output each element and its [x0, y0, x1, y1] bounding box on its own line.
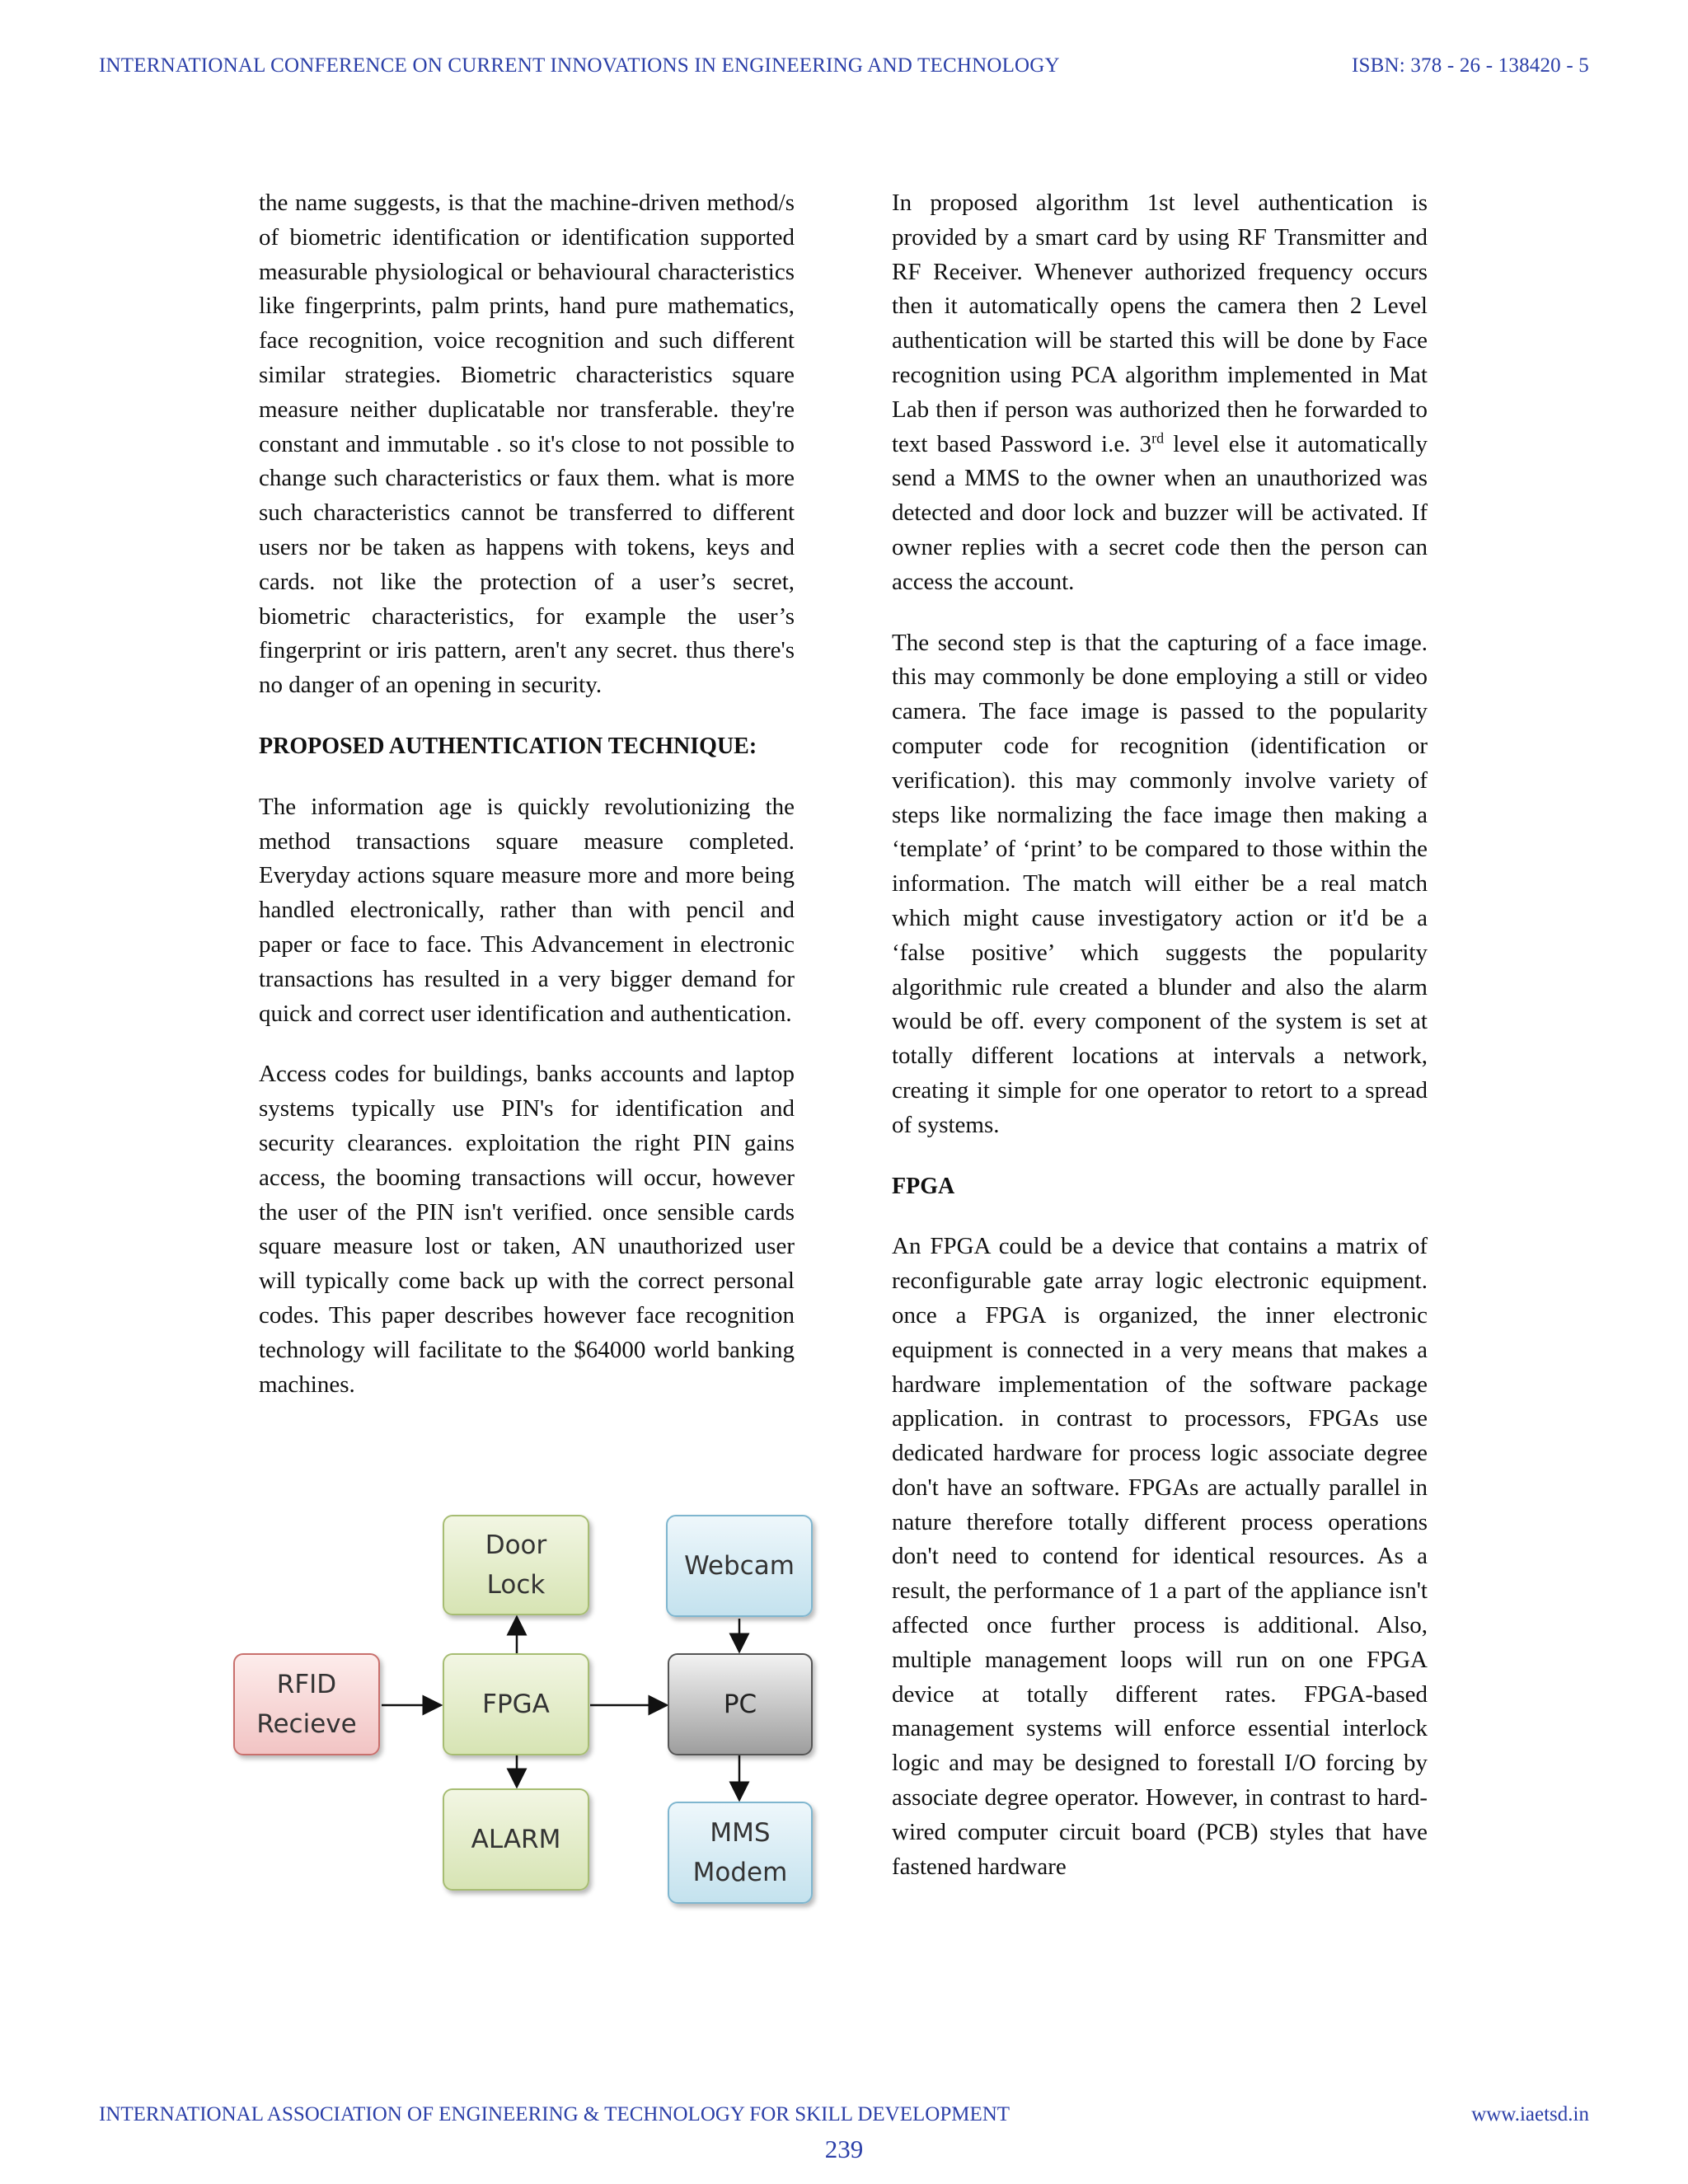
- right-paragraph-3: An FPGA could be a device that contains a matrix of reconfigurable gate array logic electronic equipment. once a FPGA is organized, the inner electronic equipment is connected in a very means that makes a hardware implementation of the software package application. in contrast to processors, FPGAs use dedicated hardware for process logic associate degree don't have an software. FPGAs are actually parallel in nature therefore totally different process operations don't need to contend for identical resources. As a result, the performance of 1 a part of the appliance isn't affected once further process is additional. Also, multiple management loops will run on one FPGA device at totally different rates. FPGA-based management systems will enforce essential interlock logic and may be designed to forestall I/O forcing by associate degree operator. However, in contrast to hard-wired computer circuit board (PCB) styles that have fastened hardware: [892, 1233, 1428, 1880]
- webcam-box: Webcam: [666, 1515, 813, 1617]
- isbn-header: ISBN: 378 - 26 - 138420 - 5: [1351, 54, 1589, 77]
- right-paragraph-1b: level else it automatically send a MMS to the owner when an unauthorized was detected and door lock and buzzer will be activated. If owner replies with a secret code then the person can access the account.: [892, 430, 1428, 595]
- left-paragraph-2: The information age is quickly revolutionizing the method transactions square measure completed. Everyday actions square measure more and more being handled electronically, rather than with pencil and paper or face to face. This Advancement in electronic transactions has resulted in a very bigger demand for quick and correct user identification and authentication.: [259, 793, 795, 1027]
- left-paragraph-1: the name suggests, is that the machine-driven method/s of biometric identification or identification supported measurable physiological or behavioural characteristics like fingerprints, palm prints, hand pure mathematics, face recognition, voice recognition and such different similar strategies. Biometric characteristics square measure neither duplicatable nor transferable. they're constant and immutable . so it's close to not possible to change such characteristics or faux them. what is more such characteristics cannot be transferred to different users nor be taken as happens with tokens, keys and cards. not like the protection of a user’s secret, biometric characteristics, for example the user’s fingerprint or iris pattern, aren't any secret. thus there's no danger of an opening in security.: [259, 190, 795, 699]
- right-paragraph-1a: In proposed algorithm 1st level authentication is provided by a smart card by using RF Transmitter and RF Receiver. Whenever authorized frequency occurs then it automatically opens the camera then 2 Level authentication will be started this will be done by Face recognition using PCA algorithm implemented in Mat Lab then if person was authorized then he forwarded to text based Password i.e. 3: [892, 190, 1428, 457]
- rfid-box: RFID Recieve: [233, 1653, 380, 1755]
- section-heading-proposed: PROPOSED AUTHENTICATION TECHNIQUE:: [259, 733, 757, 759]
- left-column: [259, 186, 795, 1428]
- page-number: 239: [824, 2135, 864, 2163]
- pc-box: PC: [668, 1653, 813, 1755]
- right-paragraph-2: The second step is that the capturing of a face image. this may commonly be done employing a still or video camera. The face image is passed to the popularity computer code for recognition (identification or verification). this may commonly involve variety of steps like normalizing the face image then making a ‘template’ of ‘print’ to be compared to those within the information. The match will either be a real match which might cause investigatory action or it'd be a ‘false positive’ which suggests the popularity algorithmic rule created a blunder and also the alarm would be off. every component of the system is set at totally different locations at intervals a network, creating it simple for one operator to retort to a spread of systems.: [892, 629, 1428, 1138]
- section-heading-fpga: FPGA: [892, 1173, 955, 1199]
- left-paragraph-3: Access codes for buildings, banks accounts and laptop systems typically use PIN's for identification and security clearances. exploitation the right PIN gains access, the booming transactions will occur, however the user of the PIN isn't verified. once sensible cards square measure lost or taken, AN unauthorized user will typically come back up with the correct personal codes. This paper describes however face recognition technology will facilitate to the $64000 world banking machines.: [259, 1061, 795, 1398]
- conference-header: INTERNATIONAL CONFERENCE ON CURRENT INNOVATIONS IN ENGINEERING AND TECHNOLOGY: [99, 54, 1060, 77]
- fpga-box: FPGA: [443, 1653, 589, 1755]
- alarm-box: ALARM: [443, 1788, 589, 1891]
- door-lock-box: Door Lock: [443, 1515, 589, 1615]
- website-footer: www.iaetsd.in: [1471, 2103, 1589, 2125]
- mms-modem-box: MMS Modem: [668, 1802, 813, 1904]
- association-footer: INTERNATIONAL ASSOCIATION OF ENGINEERING & TECHNOLOGY FOR SKILL DEVELOPMENT: [99, 2103, 1010, 2125]
- right-column: [892, 186, 1428, 1910]
- block-diagram: [231, 1515, 824, 1910]
- ordinal-superscript: rd: [1151, 429, 1165, 446]
- right-paragraph-1: [892, 186, 1428, 600]
